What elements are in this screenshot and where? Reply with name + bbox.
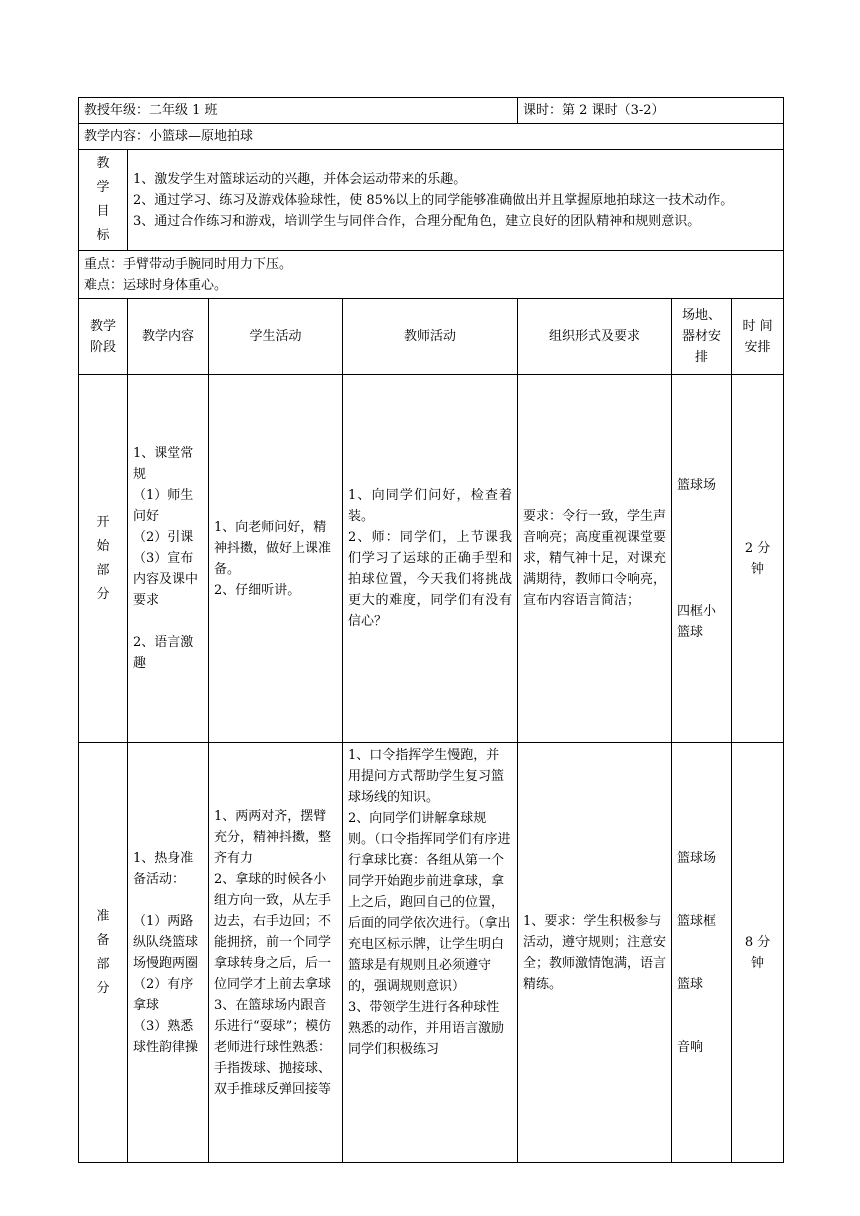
col-time-header: 时 间 安排: [732, 299, 784, 375]
student-activity-cell: 1、两两对齐，摆臂充分，精神抖擞，整齐有力 2、拿球的时候各小组方向一致，从左手边去，右手边回；不能拥挤，前一个同学拿球转身之后，后一位同学才上前去拿球 3、在篮球场内跟音乐进行“耍球”；模仿老师进行球性熟悉：手指拨球、抛接球、双手推球反弹回接等: [209, 743, 343, 1163]
content-item-cell: 1、课堂常规 （1）师生问好 （2）引课 （3）宣布内容及课中要求 2、语言激趣: [128, 375, 209, 743]
content-cell: 教学内容：小篮球—原地拍球: [79, 124, 784, 150]
col-stage-header: 教学 阶段: [79, 299, 128, 375]
table-row: [79, 375, 784, 743]
lesson-plan-table: [78, 97, 784, 1163]
difficulty-point: 难点：运球时身体重心。: [84, 277, 228, 293]
goals-label: 教 学 目 标: [79, 150, 128, 251]
table-row: [79, 743, 784, 1163]
goals-cell: [128, 150, 784, 251]
col-content-header: 教学内容: [128, 299, 209, 375]
content-item-cell: 1、热身准备活动： （1）两路纵队绕篮球场慢跑两圈 （2）有序拿球 （3）熟悉球性韵律操: [128, 743, 209, 1163]
col-student-header: 学生活动: [209, 299, 343, 375]
stage-cell: 开 始 部 分: [79, 375, 128, 743]
teacher-activity-cell: 1、向同学们问好，检查着装。 2、师：同学们，上节课我们学习了运球的正确手型和拍球位置，今天我们将挑战更大的难度，同学们有没有信心？: [343, 375, 518, 743]
org-requirement-cell: 1、要求：学生积极参与活动，遵守规则；注意安全；教师激情饱满，语言精练。: [518, 743, 672, 1163]
student-activity-cell: 1、向老师问好，精神抖擞，做好上课准备。 2、仔细听讲。: [209, 375, 343, 743]
focus-point: 重点：手臂带动手腕同时用力下压。: [84, 256, 293, 272]
org-requirement-cell: 要求：令行一致，学生声音响亮；高度重视课堂要求，精气神十足，对课充满期待，教师口令响亮，宣布内容语言简洁；: [518, 375, 672, 743]
grade-cell: 教授年级：二年级 1 班: [79, 98, 518, 124]
goal-item: 1、激发学生对篮球运动的兴趣，并体会运动带来的乐趣。: [133, 171, 467, 187]
key-points-cell: [79, 251, 784, 299]
col-org-header: 组织形式及要求: [518, 299, 672, 375]
goal-item: 3、通过合作练习和游戏，培训学生与同伴合作，合理分配角色，建立良好的团队精神和规则意识。: [133, 213, 701, 229]
col-venue-header: 场地、 器材安 排: [672, 299, 732, 375]
venue-cell: 篮球场 四框小篮球: [672, 375, 732, 743]
time-cell: 2 分 钟: [732, 375, 784, 743]
goal-item: 2、通过学习、练习及游戏体验球性，使 85%以上的同学能够准确做出并且掌握原地拍球这一技术动作。: [133, 192, 734, 208]
col-teacher-header: 教师活动: [343, 299, 518, 375]
stage-cell: 准 备 部 分: [79, 743, 128, 1163]
venue-cell: 篮球场 篮球框 篮球 音响: [672, 743, 732, 1163]
teacher-activity-cell: 1、口令指挥学生慢跑，并用提问方式帮助学生复习篮球场线的知识。 2、向同学们讲解拿球规则。（口令指挥同学们有序进行拿球比赛：各组从第一个同学开始跑步前进拿球，拿上之后，跑回自己的位置，后面的同学依次进行。（拿出充电区标示牌，让学生明白篮球是有规则且必须遵守的，强调规则意识） 3、带领学生进行各种球性熟悉的动作，并用语言激励同学们积极练习: [343, 743, 518, 1163]
period-cell: 课时：第 2 课时（3-2）: [518, 98, 784, 124]
time-cell: 8 分 钟: [732, 743, 784, 1163]
